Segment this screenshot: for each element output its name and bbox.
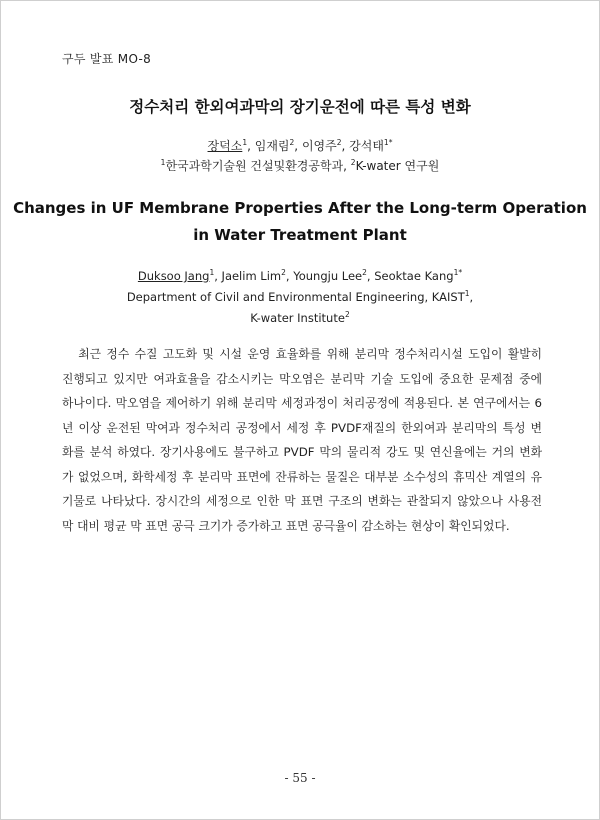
author-name: Youngju Lee	[293, 269, 363, 283]
english-title-line: Changes in UF Membrane Properties After the Long-term Operation	[13, 199, 587, 217]
abstract-line: 가 없었으며, 화학세정 후 분리막 표면에 잔류하는 물질은 대부분 소수성의 휴믹산 계열의 유	[62, 469, 542, 484]
affil-name: Department of Civil and Environmental Engineering, KAIST	[126, 290, 465, 304]
english-affiliation-2	[0, 308, 600, 329]
author-sep: ,	[366, 269, 375, 283]
author-sup: 1*	[453, 268, 463, 278]
affil-name: K-water Institute	[250, 311, 345, 325]
author-name: 장덕소	[207, 139, 243, 153]
affil-sup: 1	[160, 158, 166, 167]
author-sep: ,	[285, 269, 294, 283]
english-authors-block	[0, 266, 600, 329]
affil-sup: 2	[344, 310, 350, 320]
author-sup: 1*	[383, 138, 393, 147]
abstract-line: 화를 분석 하였다. 장기사용에도 불구하고 PVDF 막의 물리적 강도 및 연신율에는 거의 변화	[62, 445, 542, 459]
abstract-line: 막 대비 평균 막 표면 공극 크기가 증가하고 표면 공극율이 감소하는 현상이 확인되었다.	[62, 518, 510, 533]
korean-affiliations	[0, 157, 600, 174]
author-sep: ,	[341, 139, 350, 153]
author-name: Jaelim Lim	[221, 269, 282, 283]
affil-name: 한국과학기술원 건설및환경공학과	[165, 159, 344, 173]
english-affiliation-1	[0, 287, 600, 308]
affil-tail: ,	[469, 290, 474, 304]
abstract	[62, 342, 542, 538]
author-name: Seoktae Kang	[374, 269, 454, 283]
author-name: Duksoo Jang	[137, 269, 210, 283]
english-title-line: in Water Treatment Plant	[193, 226, 407, 244]
abstract-line: 기물로 나타났다. 장시간의 세정으로 인한 막 표면 구조의 변화는 관찰되지 않았으나 사용전	[62, 494, 542, 508]
page-number: - 55 -	[284, 771, 316, 785]
abstract-line: 하나이다. 막오염을 제어하기 위해 분리막 세정과정이 처리공정에 적용된다. 본 연구에서는 6	[62, 396, 542, 410]
english-title	[0, 195, 600, 249]
author-name: 강석태	[349, 139, 384, 153]
author-sep: ,	[214, 269, 222, 283]
abstract-line: 진행되고 있지만 여과효율을 감소시키는 막오염은 분리막 기술 도입에 중요한 문제점 중에	[62, 371, 542, 386]
author-sup: 1	[242, 138, 248, 147]
author-sup: 2	[336, 138, 342, 147]
abstract-line: 년 이상 운전된 막여과 정수처리 공정에서 세정 후 PVDF재질의 한외여과 분리막의 특성 변	[62, 420, 542, 435]
affil-sup: 1	[464, 289, 470, 299]
author-sep: ,	[294, 139, 302, 153]
affil-sep: ,	[343, 159, 351, 173]
author-name: 이영주	[301, 139, 337, 153]
korean-title: 정수처리 한외여과막의 장기운전에 따른 특성 변화	[129, 98, 471, 116]
author-sup: 2	[281, 268, 286, 278]
author-sup: 2	[289, 138, 295, 147]
affil-name: K-water 연구원	[355, 159, 440, 173]
author-sup: 2	[362, 268, 367, 278]
session-label: 구두 발표 MO-8	[62, 52, 152, 66]
abstract-line: 최근 정수 수질 고도화 및 시설 운영 효율화를 위해 분리막 정수처리시설 도입이 활발히	[62, 347, 542, 361]
author-name: 임재림	[254, 139, 290, 153]
korean-authors	[0, 137, 600, 154]
english-authors	[0, 266, 600, 287]
author-sep: ,	[247, 139, 255, 153]
affil-sup: 2	[350, 158, 356, 167]
author-sup: 1	[209, 268, 215, 278]
